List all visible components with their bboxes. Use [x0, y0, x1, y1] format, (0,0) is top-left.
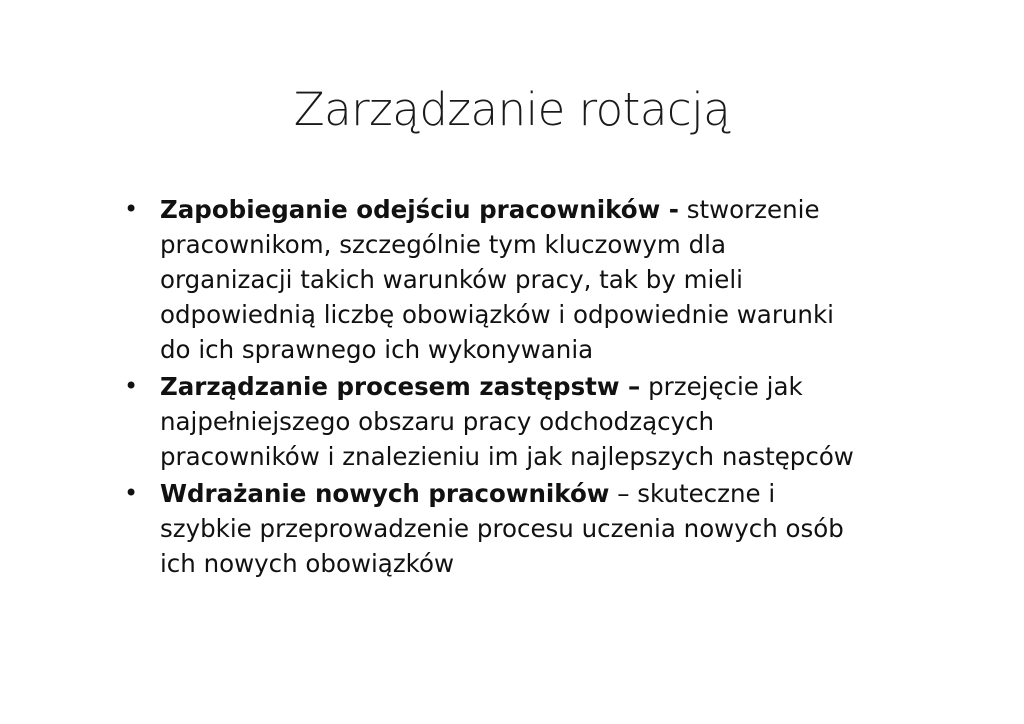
bullet-text: stworzenie pracownikom, szczególnie tym kluczowym dla organizacji takich warunków pracy, tak by mieli odpowiednią liczbę obowiązków i odpowiednie warunki do ich sprawnego ich wykonywania [160, 195, 834, 364]
bullet-heading: Wdrażanie nowych pracowników [160, 479, 610, 508]
bullet-item [122, 192, 862, 367]
bullet-list [122, 192, 862, 583]
slide-title: Zarządzanie rotacją [293, 83, 731, 136]
bullet-dot-icon: • [124, 479, 139, 507]
bullet-text: – skuteczne i szybkie przeprowadzenie procesu uczenia nowych osób ich nowych obowiązków [160, 479, 844, 578]
bullet-item [122, 476, 862, 581]
bullet-dot-icon: • [124, 372, 139, 400]
bullet-item [122, 369, 862, 474]
bullet-text: przejęcie jak najpełniejszego obszaru pracy odchodzących pracowników i znalezieniu im jak najlepszych następców [160, 372, 854, 471]
bullet-heading: Zapobieganie odejściu pracowników - [160, 195, 679, 224]
bullet-heading: Zarządzanie procesem zastępstw – [160, 372, 641, 401]
bullet-dot-icon: • [124, 195, 139, 223]
